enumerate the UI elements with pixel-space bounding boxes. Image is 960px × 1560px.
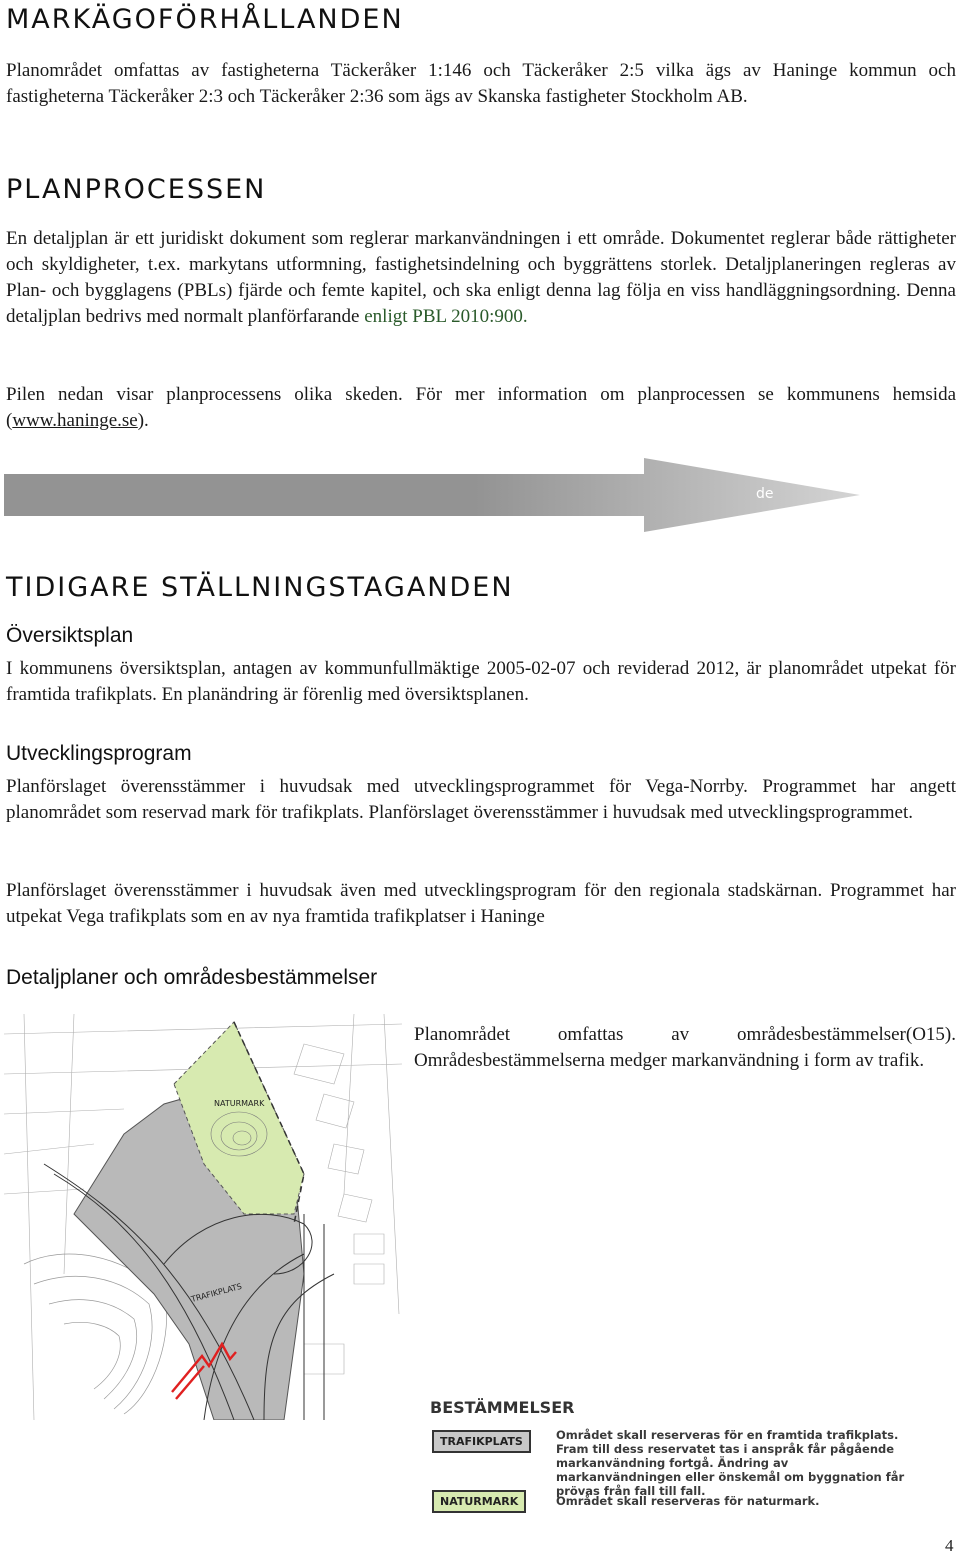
map-label-naturmark: NATURMARK	[214, 1099, 265, 1108]
paragraph-planprocessen	[6, 226, 956, 330]
legend-trafikplats-text: Området skall reserveras för en framtida trafikplats. Fram till dess reservatet tas i anspråk får pågående markanvändning fortgå. Ändring av markanvändningen eller önskemål om byggnation får prövas från fall till fall.	[556, 1428, 905, 1498]
legend-naturmark-swatch: NATURMARK	[432, 1490, 526, 1513]
paragraph-utvecklingsprogram-2: Planförslaget överensstämmer i huvudsak även med utvecklingsprogram för den regionala stadskärnan. Programmet har utpekat Vega trafikplats som en av nya framtida trafikplatser i Haninge	[6, 880, 956, 927]
heading-agarforhallanden: MARKÄGOFÖRHÅLLANDEN	[6, 4, 404, 35]
legend-naturmark-text: Området skall reserveras för naturmark.	[556, 1494, 820, 1508]
paragraph-agarforhallanden: Planområdet omfattas av fastigheterna Täckeråker 1:146 och Täckeråker 2:5 vilka ägs av Haninge kommun och fastigheterna Täckeråker 2:3 och Täckeråker 2:36 som ägs av Skanska fastigheter Stockholm AB.	[6, 60, 956, 107]
map-label-trafikplats: TRAFIKPLATS	[190, 1281, 243, 1304]
heading-oversiktsplan: Översiktsplan	[6, 624, 134, 647]
pilen-text-end: ).	[137, 410, 149, 431]
paragraph-pilen	[6, 382, 956, 434]
legend-title: BESTÄMMELSER	[430, 1398, 575, 1417]
heading-planprocessen: PLANPROCESSEN	[6, 174, 267, 205]
pilen-text-start: Pilen nedan visar planprocessens olika skeden. För mer information om planprocessen se kommunens hemsida (	[6, 384, 956, 431]
planprocessen-text: En detaljplan är ett juridiskt dokument som reglerar markanvändningen i ett område. Dokumentet reglerar både rättigheter och skyldigheter, t.ex. markytans utformning, fastighetsindelning och byggrättens storlek. Detaljplaneringen regleras av Plan- och bygglagens (PBLs) fjärde och femte kapitel, och ska enligt denna lag följa en viss handläggningsordning. Denna detaljplan bedrivs med normalt planförfarande	[6, 228, 956, 327]
heading-utvecklingsprogram: Utvecklingsprogram	[6, 742, 192, 765]
paragraph-oversiktsplan: I kommunens översiktsplan, antagen av kommunfullmäktige 2005-02-07 och reviderad 2012, är planområdet utpekat för framtida trafikplats. En planändring är förenlig med översiktsplanen.	[6, 658, 956, 705]
page-number: 4	[945, 1536, 954, 1555]
plan-map	[4, 1014, 402, 1420]
heading-tidigare: TIDIGARE STÄLLNINGSTAGANDEN	[6, 572, 514, 603]
paragraph-detaljplaner: Planområdet omfattas av områdesbestämmelser(O15). Områdesbestämmelserna medger markanvändning i form av trafik.	[414, 1024, 956, 1071]
arrow-stage-label: de	[756, 486, 774, 502]
haninge-website-link[interactable]: www.haninge.se	[12, 410, 138, 431]
heading-detaljplaner: Detaljplaner och områdesbestämmelser	[6, 966, 378, 989]
legend-trafikplats-swatch: TRAFIKPLATS	[432, 1430, 531, 1453]
plan-process-arrow	[4, 458, 860, 532]
planprocessen-law-reference: enligt PBL 2010:900.	[364, 306, 528, 327]
paragraph-utvecklingsprogram-1: Planförslaget överensstämmer i huvudsak med utvecklingsprogrammet för Vega-Norrby. Programmet har angett planområdet som reservad mark för trafikplats. Planförslaget överensstämmer i huvudsak med utvecklingsprogrammet.	[6, 776, 956, 823]
